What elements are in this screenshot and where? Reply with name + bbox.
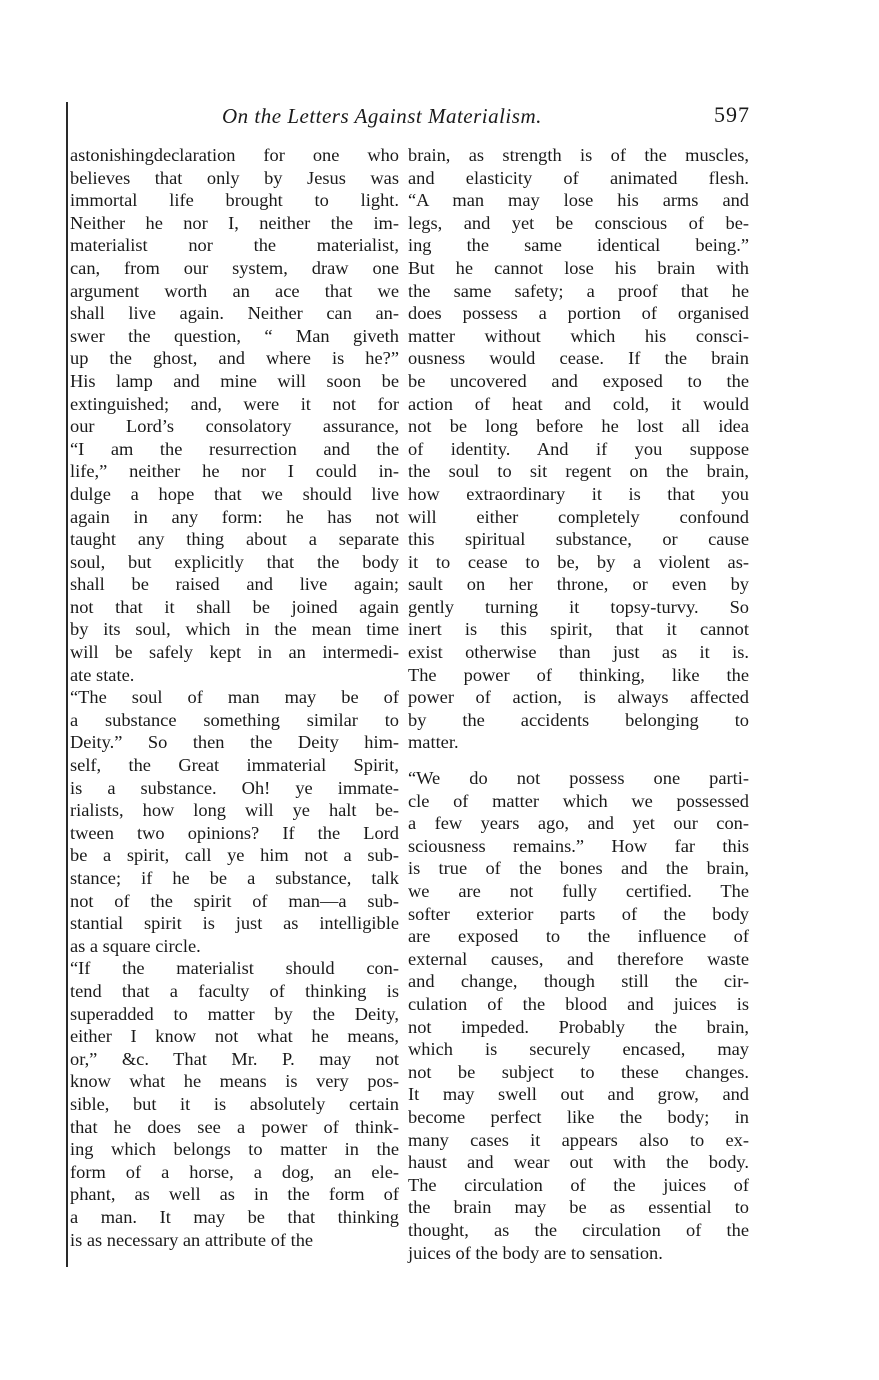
text-line: gently turning it topsy-turvy. So [408,596,749,617]
text-line: shall be raised and live again; [70,574,399,595]
text-line: extinguished; and, were it not for [70,393,399,414]
right-column [408,144,749,1264]
text-line: stantial spirit is just as intelligible [70,913,399,934]
text-line: juices of the body are to sensation. [408,1242,663,1263]
text-line: exist otherwise than just as it is. [408,642,749,663]
text-line: become perfect like the body; in [408,1106,749,1127]
text-line: our Lord’s consolatory assurance, [70,416,399,437]
text-line: ing which belongs to matter in the [70,1139,399,1160]
text-line: The power of thinking, like the [408,664,749,685]
text-line: of identity. And if you suppose [408,438,749,459]
text-line: It may swell out and grow, and [408,1084,749,1105]
text-line: ousness would cease. If the brain [408,348,749,369]
text-line: be a spirit, call ye him not a sub- [70,845,399,866]
text-line: it to cease to be, by a violent as- [408,551,749,572]
text-line: taught any thing about a separate [70,529,399,550]
text-line: matter. [408,732,459,753]
text-line: tween two opinions? If the Lord [70,822,399,843]
text-line: matter without which his consci- [408,325,749,346]
text-line: not that it shall be joined again [70,596,399,617]
page-header [70,104,750,134]
text-line: by the accidents belonging to [408,709,749,730]
text-line: Deity.” So then the Deity him- [70,732,399,753]
text-line: materialist nor the materialist, [70,235,399,256]
text-line: inert is this spirit, that it cannot [408,619,749,640]
text-line: legs, and yet be conscious of be- [408,212,749,233]
text-line: how extraordinary it is that you [408,483,749,504]
text-line: softer exterior parts of the body [408,903,749,924]
text-line: ing the same identical being.” [408,235,749,256]
text-line: soul, but explicitly that the body [70,551,399,572]
text-line: life,” neither he nor I could in- [70,461,399,482]
text-line: Neither he nor I, neither the im- [70,212,399,233]
binding-rule [66,102,68,1267]
text-line: again in any form: he has not [70,506,399,527]
text-line: either I know not what he means, [70,1026,399,1047]
text-line: “If the materialist should con- [70,958,399,979]
text-line: astonishingdeclaration for one who [70,145,399,165]
text-line: haust and wear out with the body. [408,1152,749,1173]
text-line: the same safety; a proof that he [408,280,749,301]
text-line: brain, as strength is of the muscles, [408,145,749,165]
text-line: not impeded. Probably the brain, [408,1016,749,1037]
text-line: “We do not possess one parti- [408,768,749,789]
text-line: will be safely kept in an intermedi- [70,642,399,663]
text-line: the brain may be as essential to [408,1197,749,1218]
text-line: we are not fully certified. The [408,881,749,901]
text-line: immortal life brought to light. [70,190,399,211]
text-line: a man. It may be that thinking [70,1206,399,1227]
text-line: be uncovered and exposed to the [408,370,749,391]
text-line: sault on her throne, or even by [408,574,749,595]
text-line: form of a horse, a dog, an ele- [70,1161,399,1182]
text-line: a substance something similar to [70,709,399,730]
text-line: action of heat and cold, it would [408,393,749,414]
text-line: cle of matter which we possessed [408,790,749,811]
text-line: know what he means is very pos- [70,1071,399,1092]
text-line: shall live again. Neither can an- [70,303,399,324]
text-line: The circulation of the juices of [408,1174,749,1195]
text-line: that he does see a power of think- [70,1116,399,1137]
text-line: not be long before he lost all idea [408,416,749,437]
text-line: ate state. [70,664,135,685]
running-title: On the Letters Against Materialism. [222,104,542,128]
text-line: can, from our system, draw one [70,257,399,278]
text-line: swer the question, “ Man giveth [70,325,399,346]
text-line: rialists, how long will ye halt be- [70,800,399,821]
text-line: superadded to matter by the Deity, [70,1003,399,1024]
left-column [70,144,399,1251]
text-line: as a square circle. [70,935,201,956]
text-line: “I am the resurrection and the [70,438,399,459]
text-line: argument worth an ace that we [70,280,399,301]
text-line: culation of the blood and juices is [408,993,749,1014]
text-line: or,” &c. That Mr. P. may not [70,1048,399,1069]
text-line: does possess a portion of organised [408,303,749,324]
text-line: not be subject to these changes. [408,1061,749,1082]
text-line: is as necessary an attribute of the [70,1229,314,1250]
text-line: is a substance. Oh! ye immate- [70,777,399,798]
text-line: external causes, and therefore waste [408,948,749,969]
text-line: tend that a faculty of thinking is [70,980,399,1001]
text-line: not of the spirit of man—a sub- [70,890,399,911]
text-line: the soul to sit regent on the brain, [408,461,749,482]
text-line: which is securely encased, may [408,1039,749,1060]
text-line: and change, though still the cir- [408,971,749,992]
text-line: sible, but it is absolutely certain [70,1093,399,1114]
paragraph-gap [408,754,749,767]
text-line: But he cannot lose his brain with [408,257,749,278]
text-line: a few years ago, and yet our con- [408,813,749,834]
text-line: His lamp and mine will soon be [70,370,399,391]
text-line: stance; if he be a substance, talk [70,868,399,888]
text-line: sciousness remains.” How far this [408,835,749,856]
text-line: up the ghost, and where is he?” [70,348,399,369]
text-line: “A man may lose his arms and [408,190,749,211]
text-line: thought, as the circulation of the [408,1219,749,1240]
text-line: and elasticity of animated flesh. [408,167,749,188]
text-line: phant, as well as in the form of [70,1184,399,1205]
text-line: is true of the bones and the brain, [408,858,749,879]
text-line: dulge a hope that we should live [70,483,399,504]
text-line: this spiritual substance, or cause [408,529,749,550]
text-line: power of action, is always affected [408,687,749,708]
text-line: by its soul, which in the mean time [70,619,399,640]
page-number: 597 [714,102,750,127]
text-line: will either completely confound [408,506,749,527]
text-line: believes that only by Jesus was [70,167,399,188]
text-line: many cases it appears also to ex- [408,1129,749,1150]
text-line: are exposed to the influence of [408,926,749,947]
text-line: self, the Great immaterial Spirit, [70,755,399,776]
text-line: “The soul of man may be of [70,687,399,708]
